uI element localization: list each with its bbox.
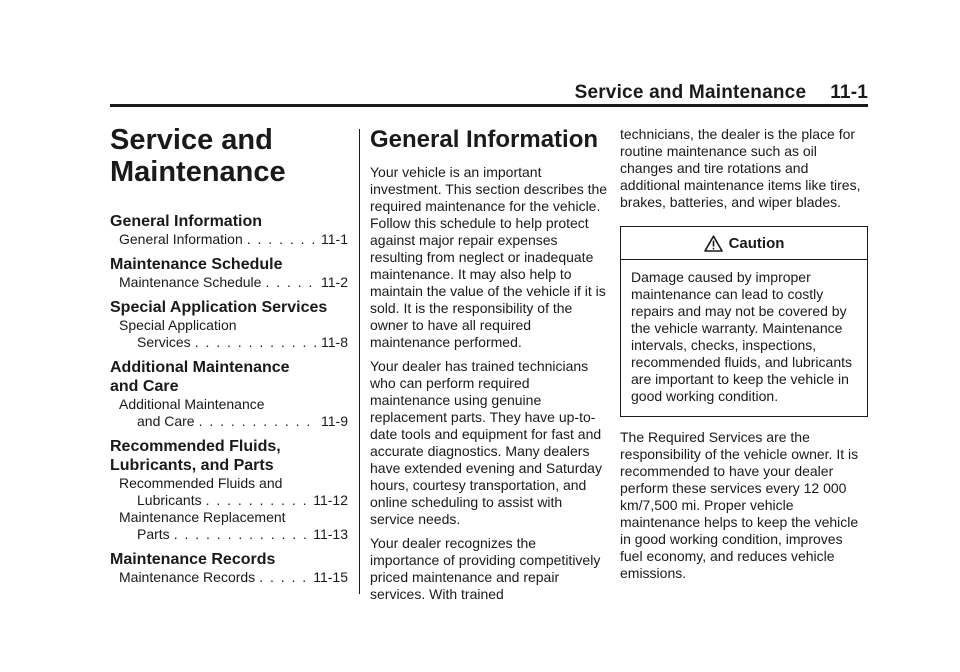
section-heading: General Information (370, 126, 599, 153)
paragraph: Your dealer has trained technicians who can perform required maintenance using genuine replacement parts. They have up-to-date tools and equipment for fast and accurate diagnostics. Many dealers have extended evening and Saturday hours, courtesy transportation, and online scheduling to assist with service needs. (370, 358, 602, 527)
chapter-title-line-1: Service and (110, 124, 273, 156)
caution-title: Caution (728, 234, 785, 252)
column-divider (359, 129, 360, 594)
header-rule (110, 104, 868, 107)
chapter-title-line-2: Maintenance (110, 156, 286, 188)
toc-section-additional-maintenance (110, 358, 348, 430)
caution-warning-icon (704, 235, 723, 252)
toc-page-number: 11-13 (313, 526, 348, 542)
toc-section-maintenance-schedule (110, 255, 348, 291)
toc-section-recommended-fluids (110, 437, 348, 543)
toc-heading: General Information (110, 213, 263, 230)
toc-page-number: 11-8 (321, 334, 348, 350)
toc-page-number: 11-12 (313, 492, 348, 508)
paragraph-continued: technicians, the dealer is the place for routine maintenance such as oil changes and tire rotations and additional maintenance items like tires, brakes, batteries, and wiper blades. (620, 126, 861, 210)
caution-text: Damage caused by improper maintenance can lead to costly repairs and may not be covered by the vehicle warranty. Maintenance intervals, checks, inspections, recommended fluids, and lubricants are important to keep the vehicle in good working condition. (631, 269, 853, 404)
paragraph: Your vehicle is an important investment. This section describes the required maintenance for the vehicle. Follow this schedule to help protect against major repair expenses resulting from neglect or inadequate maintenance. It may also help to maintain the value of the vehicle if it is sold. It is the responsibility of the owner to have all required maintenance performed. (370, 164, 608, 350)
toc-entry-maintenance-schedule[interactable]: Maintenance Schedule . . . 11-2 (110, 274, 348, 291)
toc-heading: Maintenance Schedule (110, 256, 283, 273)
running-header (575, 82, 868, 104)
toc-page-number: 11-2 (321, 274, 348, 290)
toc-entry-special-application-services[interactable]: Special Application Services . . . 11-8 (110, 317, 348, 351)
toc-page-number: 11-1 (321, 231, 348, 247)
header-page-number: 11-1 (830, 82, 868, 103)
toc-section-maintenance-records (110, 550, 348, 586)
toc-heading: Additional Maintenance and Care (110, 359, 290, 395)
toc-page-number: 11-9 (321, 413, 348, 429)
caution-header (621, 227, 867, 260)
toc-column (110, 124, 348, 593)
toc-heading: Special Application Services (110, 299, 328, 316)
toc-heading: Maintenance Records (110, 551, 276, 568)
header-section-title: Service and Maintenance (574, 82, 807, 103)
toc-page-number: 11-15 (313, 569, 348, 585)
toc-section-special-application-services (110, 298, 348, 351)
content-column-left (370, 126, 608, 610)
paragraph: The Required Services are the responsibility of the vehicle owner. It is recommended to have your dealer perform these services every 12 000 km/7,500 mi. Proper vehicle maintenance helps to keep the vehicle in good working condition, improves fuel economy, and reduces vehicle emissions. (620, 429, 859, 581)
content-column-right (620, 126, 868, 589)
toc-entry-maintenance-records[interactable]: Maintenance Records . . . 11-15 (110, 569, 348, 586)
chapter-title (110, 124, 348, 188)
paragraph: Your dealer recognizes the importance of providing competitively priced maintenance and repair services. With trained (370, 535, 601, 602)
caution-box (620, 226, 868, 417)
toc-entry-recommended-fluids[interactable]: Recommended Fluids and Lubricants . . . 11-12 (110, 475, 348, 509)
toc-entry-general-information[interactable]: General Information . . . 11-1 (110, 231, 348, 248)
toc-entry-additional-maintenance[interactable]: Additional Maintenance and Care . . . 11-9 (110, 396, 348, 430)
toc-entry-replacement-parts[interactable]: Maintenance Replacement Parts . . . 11-13 (110, 509, 348, 543)
toc-section-general-information (110, 212, 348, 248)
toc-heading: Recommended Fluids, Lubricants, and Parts (110, 438, 281, 474)
